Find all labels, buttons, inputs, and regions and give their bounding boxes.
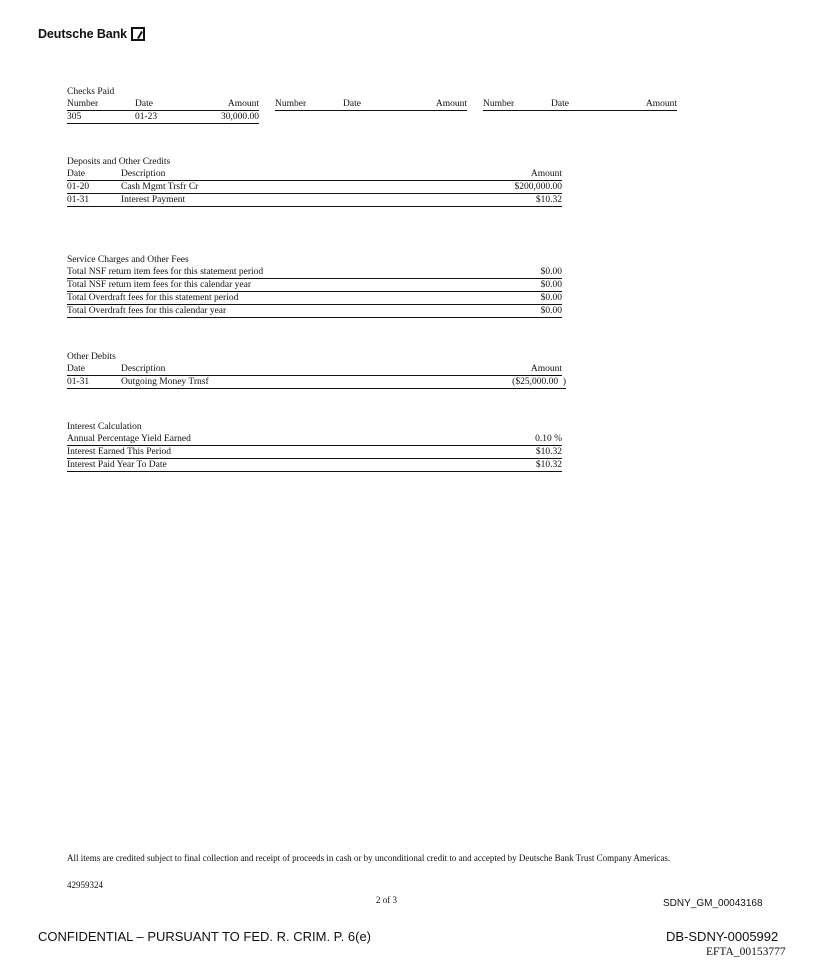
interest-label: Annual Percentage Yield Earned [67, 434, 191, 444]
column-header: Description [121, 169, 166, 179]
deposit-description: Interest Payment [121, 195, 186, 205]
service-charges-section [67, 255, 562, 318]
column-header: Date [551, 99, 569, 109]
table-row [67, 446, 562, 459]
column-header: Amount [227, 99, 259, 109]
column-header: Amount [530, 364, 562, 374]
section-title: Deposits and Other Credits [67, 157, 171, 167]
section-title: Service Charges and Other Fees [67, 255, 189, 265]
column-header: Date [67, 364, 85, 374]
column-group [275, 98, 467, 111]
table-row [67, 305, 562, 318]
table-row [67, 111, 259, 124]
bates-stamp-efta: EFTA_00153777 [706, 946, 786, 958]
interest-label: Interest Earned This Period [67, 447, 172, 457]
table-row [67, 376, 566, 389]
deposit-description: Cash Mgmt Trsfr Cr [121, 182, 199, 192]
page-number: 2 of 3 [376, 895, 397, 905]
table-row [67, 292, 562, 305]
column-group [483, 98, 677, 111]
column-header: Description [121, 364, 166, 374]
check-number: 305 [67, 112, 82, 122]
table-header-row [67, 168, 562, 181]
checks-paid-section [67, 87, 677, 124]
section-title: Other Debits [67, 352, 116, 362]
table-row [67, 181, 562, 194]
column-header: Number [275, 99, 307, 109]
deposit-amount: $200,000.00 [514, 182, 562, 192]
fee-label: Total NSF return item fees for this calendar year [67, 280, 251, 290]
debit-amount: ($25,000.00 ) [512, 377, 566, 387]
interest-value: 0.10 % [535, 434, 562, 444]
table-row [67, 266, 562, 279]
column-header: Number [67, 99, 99, 109]
account-number: 42959324 [67, 880, 103, 890]
column-header: Number [483, 99, 515, 109]
debit-date: 01-31 [67, 377, 90, 387]
deposit-amount: $10.32 [535, 195, 562, 205]
interest-label: Interest Paid Year To Date [67, 460, 167, 470]
column-header: Date [343, 99, 361, 109]
column-header: Amount [530, 169, 562, 179]
bank-name: Deutsche Bank [38, 27, 128, 41]
column-header: Date [135, 99, 153, 109]
deposit-date: 01-31 [67, 195, 90, 205]
check-amount: 30,000.00 [221, 112, 259, 122]
table-header-row [67, 363, 562, 376]
table-row [67, 194, 562, 207]
bank-logo [38, 27, 145, 41]
interest-value: $10.32 [535, 447, 562, 457]
fee-amount: $0.00 [540, 280, 562, 290]
table-row [67, 279, 562, 292]
debit-description: Outgoing Money Trnsf [121, 377, 209, 387]
fee-label: Total Overdraft fees for this calendar year [67, 306, 227, 316]
confidential-notice: CONFIDENTIAL – PURSUANT TO FED. R. CRIM. P. 6(e) [38, 929, 372, 944]
section-title: Checks Paid [67, 87, 115, 97]
interest-section [67, 422, 562, 472]
table-header-row [67, 98, 677, 111]
deutsche-bank-slash-logo-icon [131, 27, 145, 41]
check-date: 01-23 [135, 112, 158, 122]
table-row [67, 459, 562, 472]
interest-value: $10.32 [535, 460, 562, 470]
column-header: Amount [645, 99, 677, 109]
other-debits-section [67, 352, 566, 389]
deposits-section [67, 157, 562, 207]
section-title: Interest Calculation [67, 422, 142, 432]
fee-amount: $0.00 [540, 267, 562, 277]
table-row [67, 433, 562, 446]
fee-label: Total Overdraft fees for this statement period [67, 293, 239, 303]
column-group [67, 98, 259, 111]
bates-stamp-sdny-gm: SDNY_GM_00043168 [663, 898, 763, 909]
fee-amount: $0.00 [540, 293, 562, 303]
bates-stamp-db-sdny: DB-SDNY-0005992 [666, 929, 779, 944]
fee-label: Total NSF return item fees for this statement period [67, 267, 264, 277]
disclaimer-text: All items are credited subject to final collection and receipt of proceeds in cash or by unconditional credit to and accepted by Deutsche Bank Trust Company Americas. [67, 853, 671, 863]
column-header: Date [67, 169, 85, 179]
deposit-date: 01-20 [67, 182, 90, 192]
column-header: Amount [435, 99, 467, 109]
fee-amount: $0.00 [540, 306, 562, 316]
